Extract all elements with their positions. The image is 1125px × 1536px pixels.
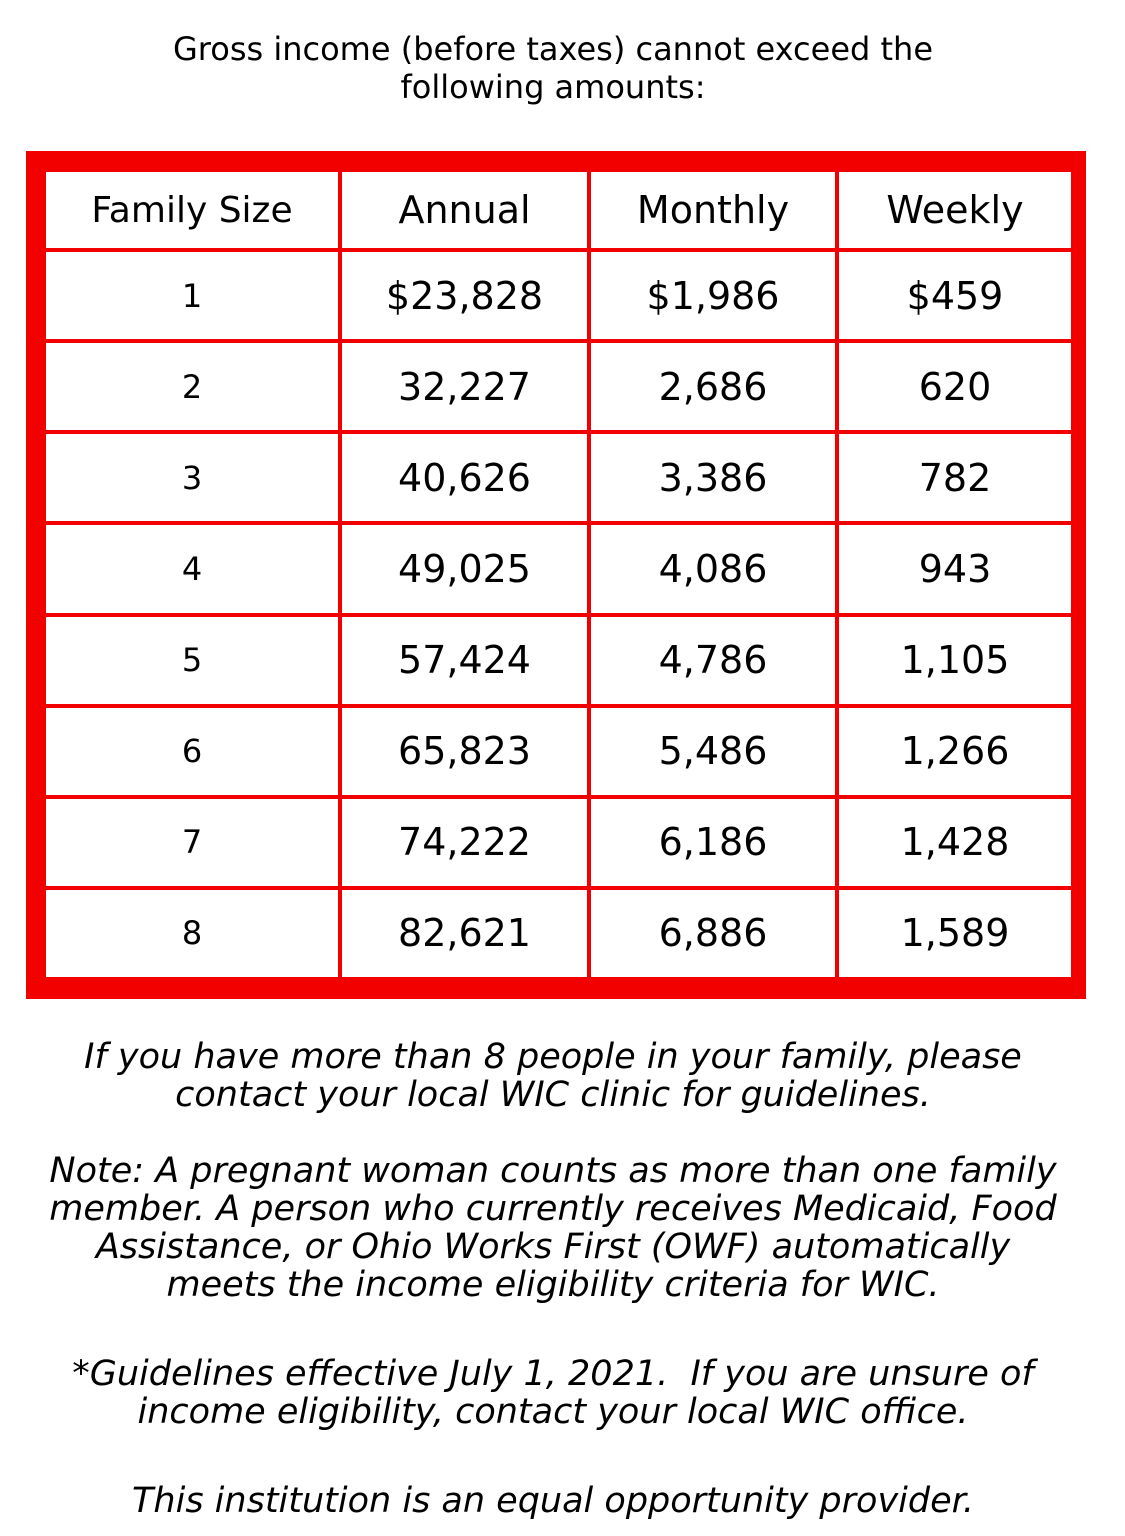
cell-annual: 74,222: [340, 797, 589, 888]
cell-family-size: 8: [44, 888, 340, 979]
cell-family-size: 1: [44, 250, 340, 341]
equal-opportunity-text: This institution is an equal opportunity provider.: [132, 1481, 974, 1521]
effective-date-note-line-2: income eligibility, contact your local WIC office.: [137, 1392, 969, 1432]
cell-monthly: 2,686: [589, 341, 837, 432]
cell-family-size: 4: [44, 523, 340, 614]
pregnancy-note-line-4: meets the income eligibility criteria for WIC.: [166, 1265, 940, 1305]
pregnancy-note-line-1: Note: A pregnant woman counts as more than one family: [49, 1151, 1057, 1191]
header-family-size: Family Size: [44, 170, 340, 250]
cell-annual: 57,424: [340, 615, 589, 706]
cell-monthly: 4,086: [589, 523, 837, 614]
intro-line-1: Gross income (before taxes) cannot exceed the: [172, 30, 933, 68]
cell-monthly: 5,486: [589, 706, 837, 797]
cell-weekly: 1,589: [837, 888, 1073, 979]
cell-annual: 32,227: [340, 341, 589, 432]
table-row: [44, 432, 1073, 523]
cell-monthly: 6,886: [589, 888, 837, 979]
cell-annual: 82,621: [340, 888, 589, 979]
cell-weekly: 1,105: [837, 615, 1073, 706]
cell-family-size: 6: [44, 706, 340, 797]
pregnancy-note-line-2: member. A person who currently receives Medicaid, Food: [49, 1189, 1057, 1229]
cell-monthly: 6,186: [589, 797, 837, 888]
equal-opportunity-statement: [0, 1482, 1106, 1520]
table-row: [44, 250, 1073, 341]
cell-family-size: 3: [44, 432, 340, 523]
table-row: [44, 706, 1073, 797]
cell-annual: $23,828: [340, 250, 589, 341]
cell-weekly: 620: [837, 341, 1073, 432]
effective-date-note-line-1: *Guidelines effective July 1, 2021. If you are unsure of: [72, 1354, 1034, 1394]
large-family-note: [0, 1038, 1106, 1114]
cell-family-size: 5: [44, 615, 340, 706]
cell-family-size: 7: [44, 797, 340, 888]
pregnancy-note-line-3: Assistance, or Ohio Works First (OWF) automatically: [95, 1227, 1011, 1267]
cell-weekly: 1,428: [837, 797, 1073, 888]
header-monthly: Monthly: [589, 170, 837, 250]
large-family-note-line-1: If you have more than 8 people in your family, please: [84, 1037, 1022, 1077]
table-row: [44, 615, 1073, 706]
cell-family-size: 2: [44, 341, 340, 432]
large-family-note-line-2: contact your local WIC clinic for guidelines.: [175, 1075, 931, 1115]
cell-annual: 65,823: [340, 706, 589, 797]
pregnancy-note: [0, 1152, 1106, 1304]
cell-weekly: $459: [837, 250, 1073, 341]
income-table: [42, 168, 1075, 981]
table-header-row: [44, 170, 1073, 250]
cell-monthly: 3,386: [589, 432, 837, 523]
intro-line-2: following amounts:: [400, 68, 706, 106]
cell-monthly: 4,786: [589, 615, 837, 706]
intro-text: [0, 30, 1106, 106]
header-annual: Annual: [340, 170, 589, 250]
table-row: [44, 797, 1073, 888]
cell-weekly: 782: [837, 432, 1073, 523]
table-row: [44, 888, 1073, 979]
cell-monthly: $1,986: [589, 250, 837, 341]
cell-weekly: 1,266: [837, 706, 1073, 797]
income-table-frame: [26, 151, 1086, 999]
table-row: [44, 523, 1073, 614]
cell-annual: 49,025: [340, 523, 589, 614]
header-weekly: Weekly: [837, 170, 1073, 250]
cell-weekly: 943: [837, 523, 1073, 614]
cell-annual: 40,626: [340, 432, 589, 523]
effective-date-note: [0, 1355, 1106, 1431]
table-row: [44, 341, 1073, 432]
